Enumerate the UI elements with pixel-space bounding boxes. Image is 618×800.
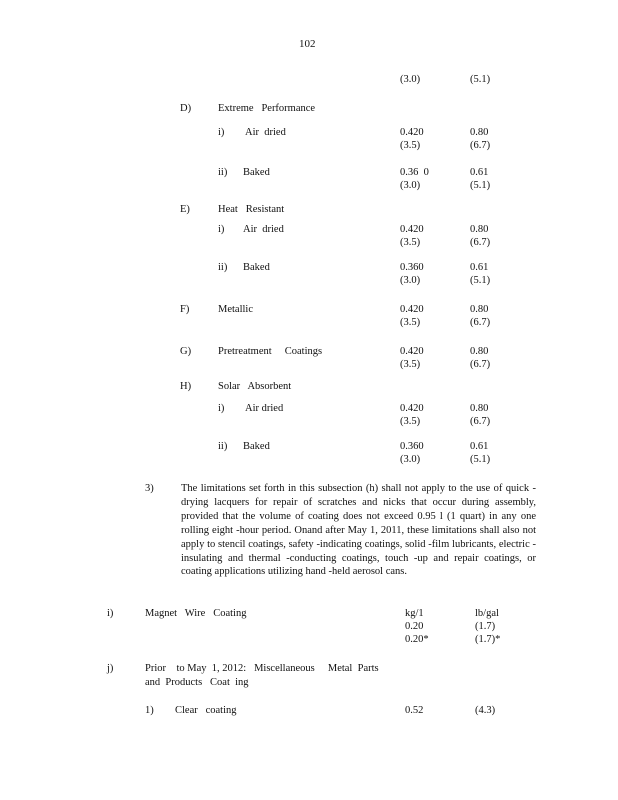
h-i-kg: 0.420 xyxy=(400,403,424,414)
d-ii-lb: 0.61 xyxy=(470,167,489,178)
section-e-marker: E) xyxy=(180,204,190,215)
section-d-marker: D) xyxy=(180,103,192,114)
h-i-marker: i) xyxy=(218,403,225,414)
h-ii-kg: 0.360 xyxy=(400,441,424,452)
section-j-line2: and Products Coat ing xyxy=(145,677,249,688)
section-j-line1: Prior to May 1, 2012: Miscellaneous Metal Parts xyxy=(145,663,379,674)
f-lb-paren: (6.7) xyxy=(470,317,491,328)
g-kg-paren: (3.5) xyxy=(400,359,421,370)
d-i-marker: i) xyxy=(218,127,225,138)
e-ii-lb: 0.61 xyxy=(470,262,489,273)
section-g-title: Pretreatment Coatings xyxy=(218,346,323,357)
d-ii-label: Baked xyxy=(243,167,270,178)
i-lb-star: (1.7)* xyxy=(475,634,501,645)
d-ii-kg-paren: (3.0) xyxy=(400,180,421,191)
section-g-marker: G) xyxy=(180,346,192,357)
j-1-marker: 1) xyxy=(145,705,154,716)
f-kg-paren: (3.5) xyxy=(400,317,421,328)
h-i-lb: 0.80 xyxy=(470,403,489,414)
e-ii-kg-paren: (3.0) xyxy=(400,275,421,286)
item-3-marker: 3) xyxy=(145,483,154,494)
unit-lb-header: lb/gal xyxy=(475,608,499,619)
section-f-title: Metallic xyxy=(218,304,253,315)
e-ii-kg: 0.360 xyxy=(400,262,424,273)
g-lb: 0.80 xyxy=(470,346,489,357)
f-kg: 0.420 xyxy=(400,304,424,315)
d-ii-kg: 0.36 0 xyxy=(400,167,429,178)
e-i-marker: i) xyxy=(218,224,225,235)
e-ii-lb-paren: (5.1) xyxy=(470,275,491,286)
j-1-kg: 0.52 xyxy=(405,705,424,716)
h-ii-lb: 0.61 xyxy=(470,441,489,452)
g-lb-paren: (6.7) xyxy=(470,359,491,370)
section-h-marker: H) xyxy=(180,381,192,392)
section-f-marker: F) xyxy=(180,304,190,315)
section-i-title: Magnet Wire Coating xyxy=(145,608,247,619)
section-h-title: Solar Absorbent xyxy=(218,381,292,392)
top-kg-value: (3.0) xyxy=(400,74,421,85)
i-kg-star: 0.20* xyxy=(405,634,429,645)
j-1-lb: (4.3) xyxy=(475,705,496,716)
section-i-marker: i) xyxy=(107,608,114,619)
h-ii-marker: ii) xyxy=(218,441,228,452)
e-i-kg-paren: (3.5) xyxy=(400,237,421,248)
j-1-label: Clear coating xyxy=(175,705,237,716)
section-j-marker: j) xyxy=(107,663,114,674)
section-e-title: Heat Resistant xyxy=(218,204,285,215)
h-ii-lb-paren: (5.1) xyxy=(470,454,491,465)
d-i-label: Air dried xyxy=(245,127,286,138)
e-ii-label: Baked xyxy=(243,262,270,273)
h-i-label: Air dried xyxy=(245,403,284,414)
page-number: 102 xyxy=(299,38,316,50)
unit-kg-header: kg/1 xyxy=(405,608,424,619)
d-i-lb-paren: (6.7) xyxy=(470,140,491,151)
i-kg: 0.20 xyxy=(405,621,424,632)
section-d-title: Extreme Performance xyxy=(218,103,316,114)
d-ii-marker: ii) xyxy=(218,167,228,178)
h-i-lb-paren: (6.7) xyxy=(470,416,491,427)
i-lb: (1.7) xyxy=(475,621,496,632)
item-3-paragraph: The limitations set forth in this subsection (h) shall not apply to the use of quick -drying lacquers for repair of scratches and nicks that occur during assembly, provided that the volume of coating does not exceed 0.95 l (1 quart) in any one rolling eight -hour period. Onand after May 1, 2011, these limitations shall also not apply to stencil coatings, safety -indicating coatings, solid -film lubricants, electric -insulating and thermal -conducting coatings, touch -up and repair coatings, or coating applications utilizing hand -held aerosol cans. xyxy=(181,483,536,578)
h-i-kg-paren: (3.5) xyxy=(400,416,421,427)
d-ii-lb-paren: (5.1) xyxy=(470,180,491,191)
f-lb: 0.80 xyxy=(470,304,489,315)
e-i-lb: 0.80 xyxy=(470,224,489,235)
e-i-kg: 0.420 xyxy=(400,224,424,235)
top-lb-value: (5.1) xyxy=(470,74,491,85)
d-i-kg-paren: (3.5) xyxy=(400,140,421,151)
e-i-lb-paren: (6.7) xyxy=(470,237,491,248)
d-i-kg: 0.420 xyxy=(400,127,424,138)
h-ii-label: Baked xyxy=(243,441,270,452)
g-kg: 0.420 xyxy=(400,346,424,357)
d-i-lb: 0.80 xyxy=(470,127,489,138)
h-ii-kg-paren: (3.0) xyxy=(400,454,421,465)
e-ii-marker: ii) xyxy=(218,262,228,273)
e-i-label: Air dried xyxy=(243,224,284,235)
